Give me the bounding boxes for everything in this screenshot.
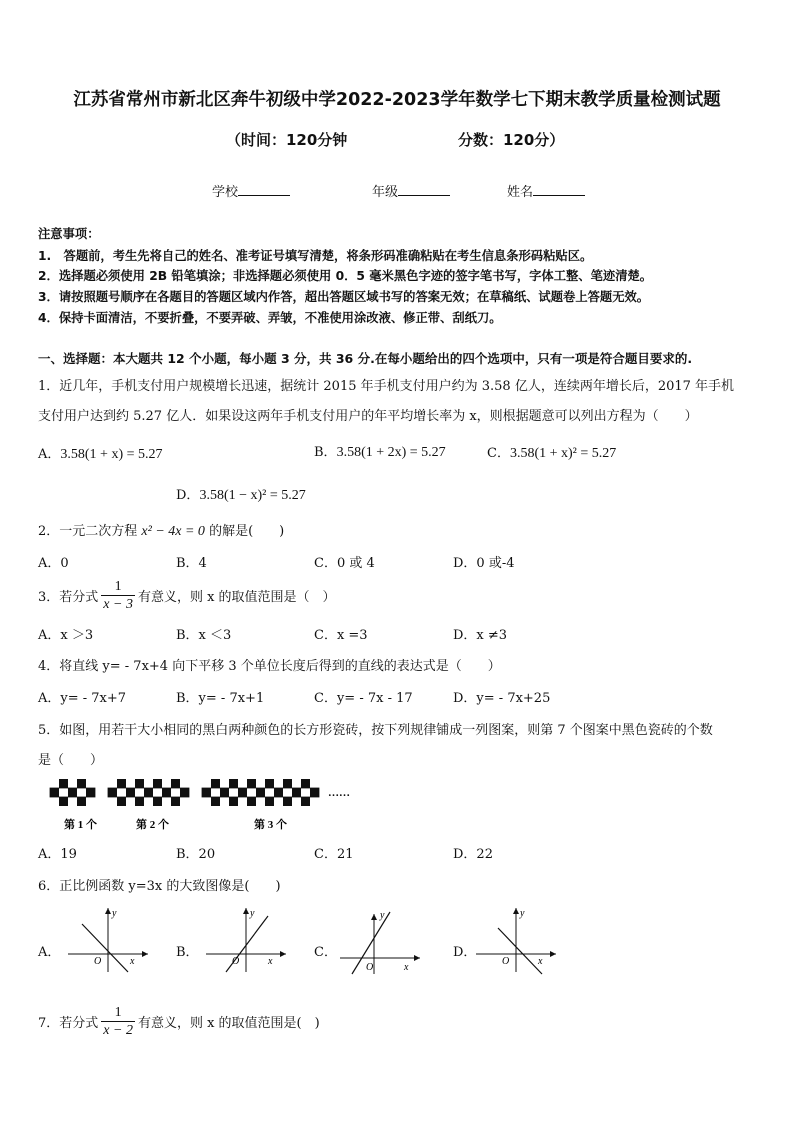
svg-text:O: O: [366, 962, 374, 973]
svg-text:x: x: [404, 962, 409, 973]
pattern-1: [50, 779, 95, 806]
q1-option-d[interactable]: D．3.58(1 − x)² = 5.27: [176, 488, 306, 503]
q4-option-d[interactable]: D．y= - 7x+25: [453, 691, 551, 706]
q2-option-b[interactable]: B．4: [176, 556, 207, 571]
school-label: 学校: [212, 185, 239, 200]
exam-time: （时间：120分钟: [226, 131, 348, 149]
q3-option-b[interactable]: B．x ＜3: [176, 628, 232, 643]
ellipsis-label: ……: [328, 787, 350, 799]
pattern-2-label: 第 2 个: [136, 819, 169, 831]
pattern-1-label: 第 1 个: [64, 819, 97, 831]
q6-option-d-label[interactable]: D．: [453, 945, 477, 960]
grade-field[interactable]: [372, 181, 450, 200]
q6-option-a-label[interactable]: A．: [38, 945, 61, 960]
q6-graph-a[interactable]: [64, 904, 154, 976]
q5-option-d[interactable]: D．22: [453, 847, 493, 862]
svg-text:x: x: [268, 956, 273, 967]
svg-text:y: y: [250, 908, 255, 919]
q1-stem-line1: 1．近几年，手机支付用户规模增长迅速，据统计 2015 年手机支付用户约为 3.58 亿人，连续两年增长后，2017 年手机: [38, 379, 735, 394]
pattern-2: [108, 779, 189, 806]
q4-option-c[interactable]: C．y= - 7x - 17: [314, 691, 413, 706]
q2-stem: 2．一元二次方程 x² − 4x = 0 的解是( ): [38, 524, 285, 539]
q6-graph-d[interactable]: [472, 904, 562, 976]
q5-option-a[interactable]: A．19: [38, 847, 77, 862]
q6-graph-b[interactable]: [202, 904, 292, 976]
pattern-3-label: 第 3 个: [254, 819, 287, 831]
q5-stem-line2: 是（ ）: [38, 753, 104, 768]
q6-option-c-label[interactable]: C．: [314, 945, 337, 960]
q6-option-b-label[interactable]: B．: [176, 945, 199, 960]
pattern-3: [202, 779, 319, 806]
svg-text:y: y: [380, 910, 385, 921]
exam-score: 分数：120分）: [458, 131, 565, 149]
q5-stem-line1: 5．如图，用若干大小相同的黑白两种颜色的长方形瓷砖，按下列规律铺成一列图案，则第 7 个图案中黑色瓷砖的个数: [38, 723, 713, 738]
q2-option-d[interactable]: D．0 或-4: [453, 556, 515, 571]
svg-text:O: O: [94, 956, 102, 967]
grade-label: 年级: [372, 185, 399, 200]
q5-option-b[interactable]: B．20: [176, 847, 216, 862]
q1-option-c[interactable]: C．3.58(1 + x)² = 5.27: [487, 446, 617, 461]
note-item: 4．保持卡面清洁，不要折叠，不要弄破、弄皱，不准使用涂改液、修正带、刮纸刀。: [38, 311, 502, 325]
q4-option-a[interactable]: A．y= - 7x+7: [38, 691, 127, 706]
page-title: 江苏省常州市新北区奔牛初级中学2022-2023学年数学七下期末教学质量检测试题: [73, 90, 721, 110]
q3-option-d[interactable]: D．x ≠3: [453, 628, 508, 643]
q6-stem: 6．正比例函数 y=3x 的大致图像是( ): [38, 879, 281, 894]
svg-text:x: x: [130, 956, 135, 967]
tile-pattern-figure: [44, 776, 364, 834]
note-item: 3．请按照题号顺序在各题目的答题区域内作答，超出答题区域书写的答案无效；在草稿纸、试题卷上答题无效。: [38, 290, 650, 304]
q4-option-b[interactable]: B．y= - 7x+1: [176, 691, 265, 706]
q3-stem: 3．若分式 $\frac{1}{x - 3}$ 有意义，则 x 的取值范围是（ ）: [38, 579, 336, 612]
svg-text:y: y: [520, 908, 525, 919]
svg-text:x: x: [538, 956, 543, 967]
q2-option-a[interactable]: A．0: [38, 556, 69, 571]
q1-option-b[interactable]: B．3.58(1 + 2x) = 5.27: [314, 445, 446, 460]
q4-stem: 4．将直线 y= - 7x+4 向下平移 3 个单位长度后得到的直线的表达式是（ ）: [38, 659, 501, 674]
q1-stem-line2: 支付用户达到约 5.27 亿人．如果设这两年手机支付用户的年平均增长率为 x，则根据题意可以列出方程为（ ）: [38, 409, 698, 424]
q6-graph-c[interactable]: [336, 904, 426, 976]
q7-fraction: $\frac{1}{x - 2}$: [103, 1005, 133, 1038]
note-item: 2．选择题必须使用 2B 铅笔填涂；非选择题必须使用 0．5 毫米黑色字迹的签字笔书写，字体工整、笔迹清楚。: [38, 269, 653, 283]
name-field[interactable]: [507, 181, 585, 200]
q7-stem: 7．若分式 $\frac{1}{x - 2}$ 有意义，则 x 的取值范围是( ): [38, 1005, 320, 1038]
q3-option-c[interactable]: C．x =3: [314, 628, 368, 643]
svg-text:O: O: [502, 956, 510, 967]
section-heading: 一、选择题：本大题共 12 个小题，每小题 3 分，共 36 分.在每小题给出的四个选项中，只有一项是符合题目要求的.: [38, 351, 693, 366]
q2-option-c[interactable]: C．0 或 4: [314, 556, 375, 571]
school-field[interactable]: [212, 181, 290, 200]
svg-text:y: y: [112, 908, 117, 919]
svg-text:O: O: [232, 956, 240, 967]
q1-option-a[interactable]: A．3.58(1 + x) = 5.27: [38, 447, 163, 462]
q5-option-c[interactable]: C．21: [314, 847, 354, 862]
note-item: 1. 答题前，考生先将自己的姓名、准考证号填写清楚，将条形码准确粘贴在考生信息条形码粘贴区。: [38, 249, 593, 263]
q3-fraction: $\frac{1}{x - 3}$: [103, 579, 133, 612]
notes-heading: 注意事项：: [38, 227, 100, 241]
name-label: 姓名: [507, 185, 534, 200]
q3-option-a[interactable]: A．x ＞3: [38, 628, 94, 643]
